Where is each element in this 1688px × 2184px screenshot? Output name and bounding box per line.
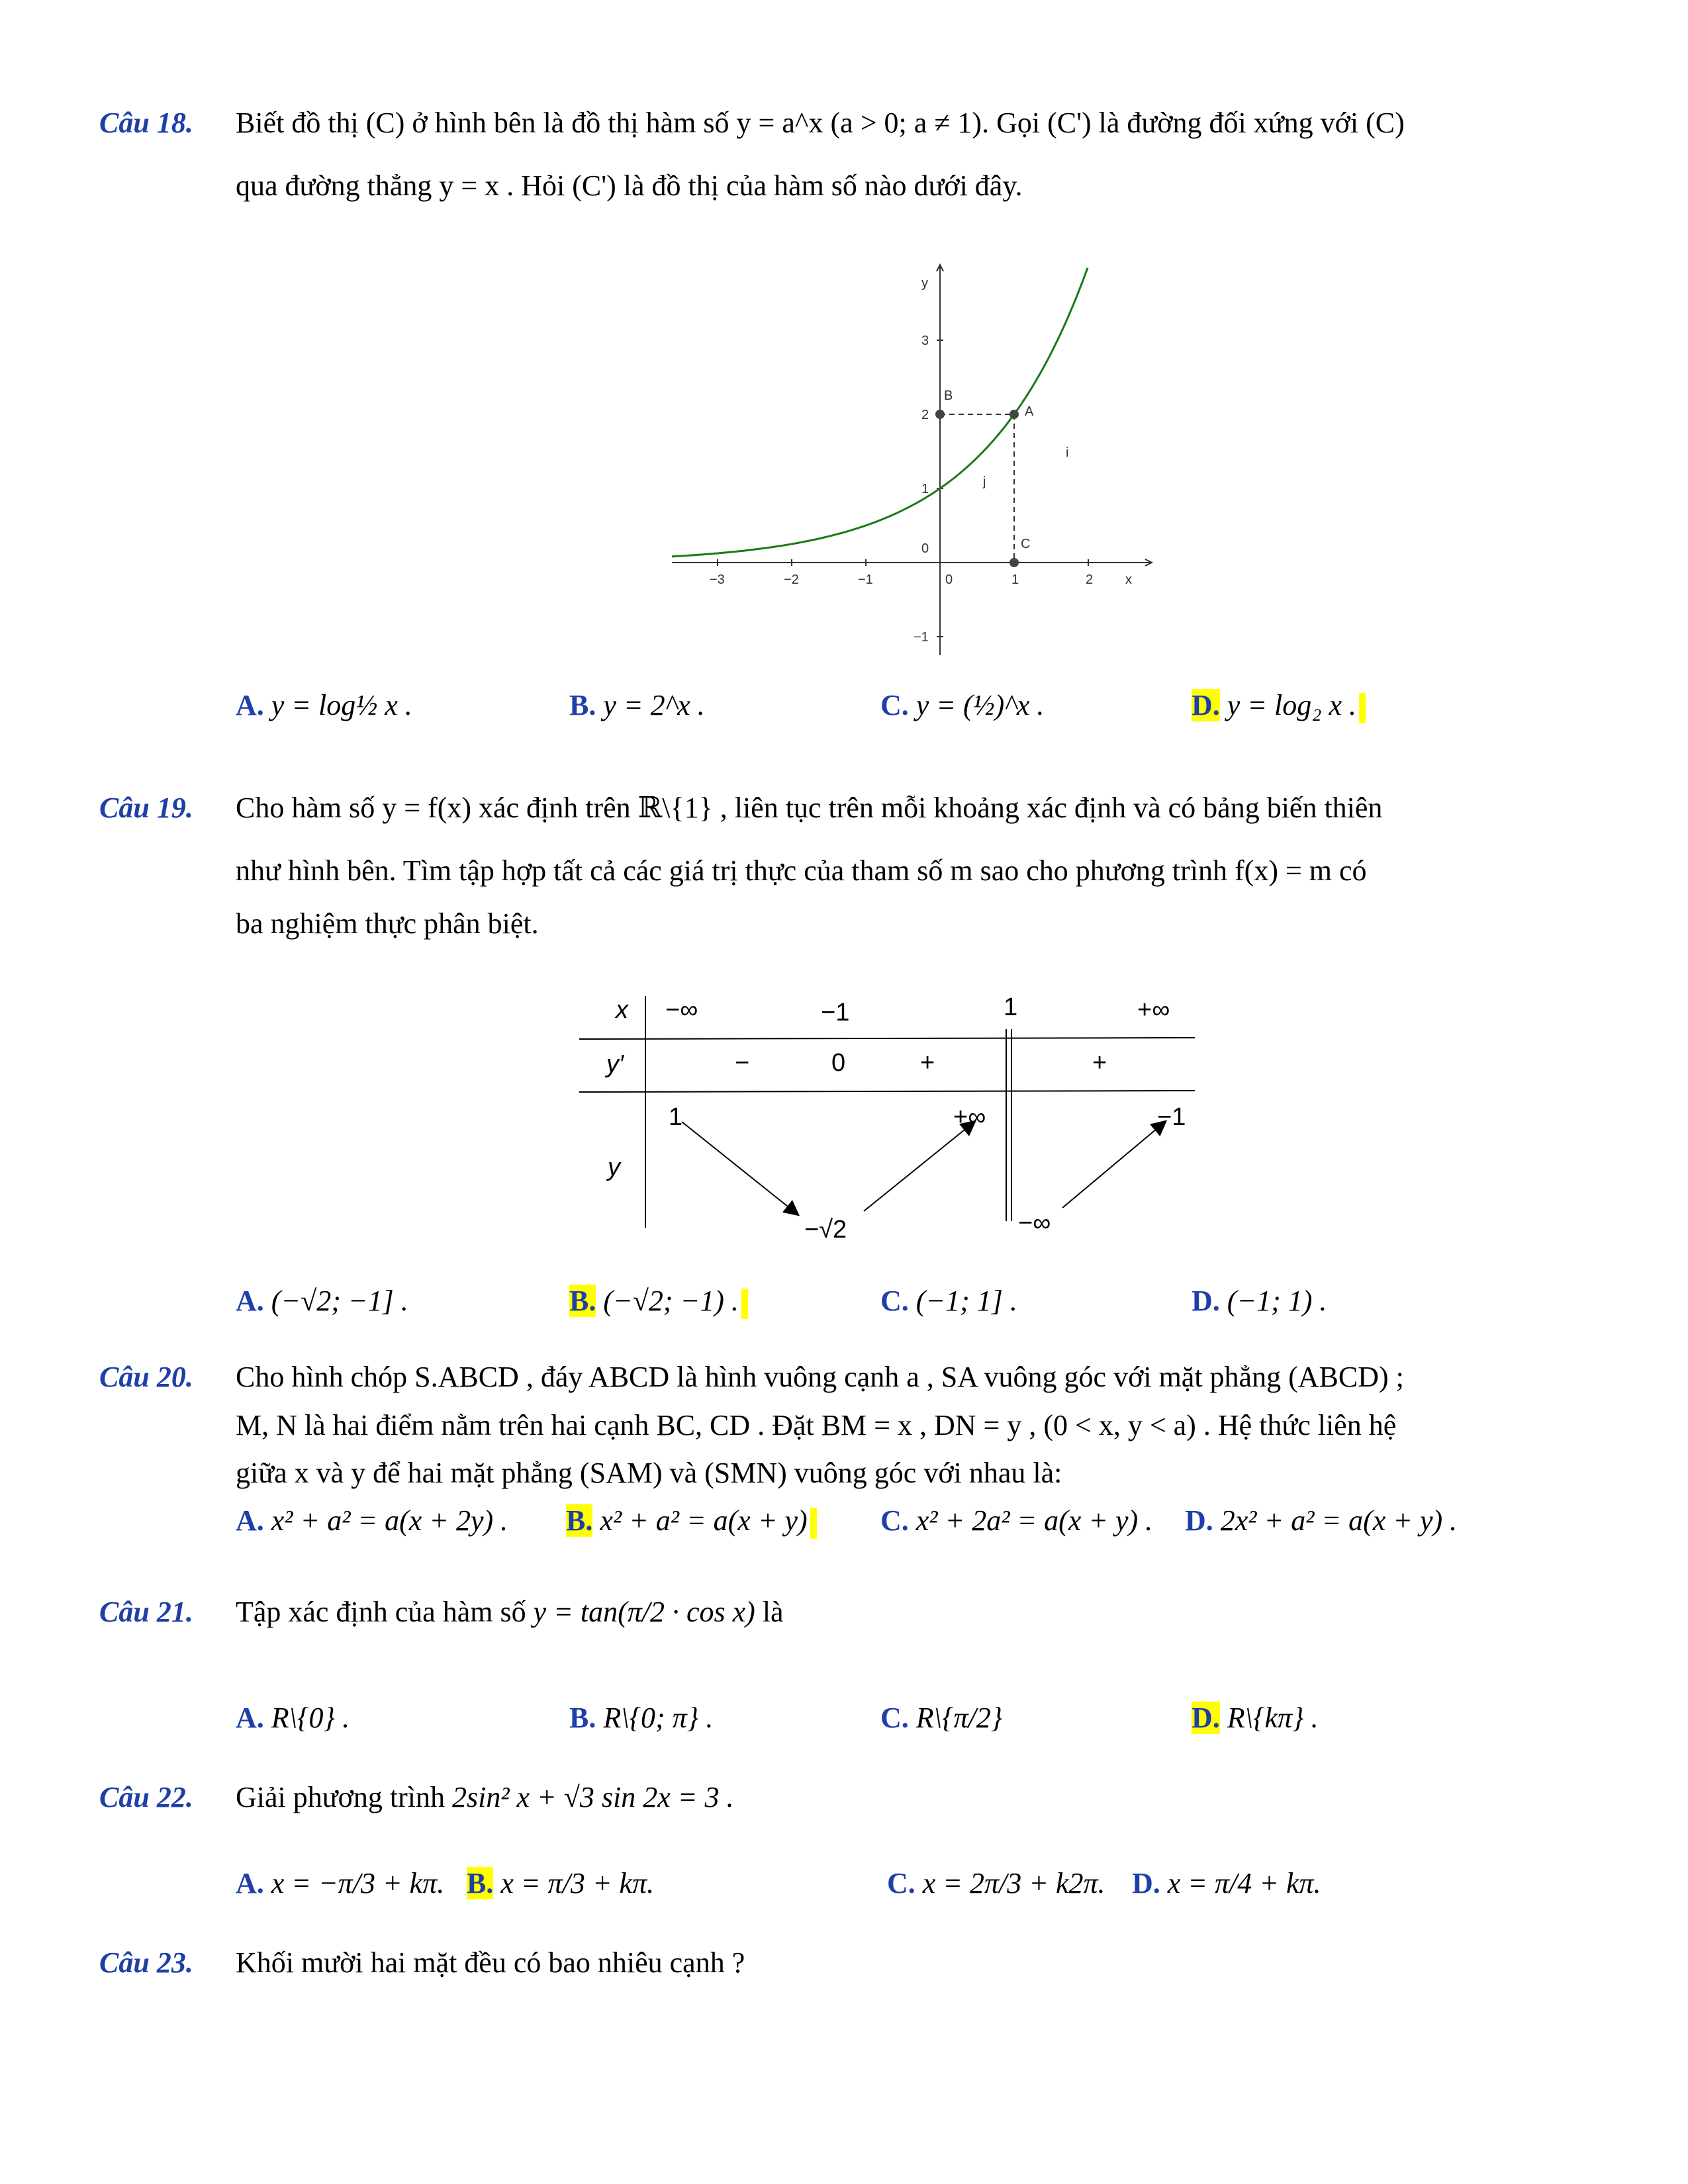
q23-label: Câu 23. [99,1946,193,1979]
option-letter: A. [236,1504,264,1537]
table-dy-zero: 0 [831,1049,846,1077]
q18-option-c[interactable] [880,688,1044,722]
option-letter: B. [467,1867,494,1899]
y-tick-label: −1 [914,630,929,645]
option-text: y = log₂ x . [1227,689,1357,721]
q19-label: Câu 19. [99,792,193,824]
y-axis-label: y [921,276,928,291]
q18-graph [662,258,1165,662]
option-letter: B. [566,1504,593,1537]
q21-option-a[interactable] [236,1701,350,1735]
option-letter: D. [1132,1867,1160,1899]
q21-formula: y = tan(π/2 · cos x) [533,1596,755,1628]
table-x-value: −1 [821,999,850,1026]
option-text: R\{π/2} [915,1702,1003,1734]
option-letter: C. [887,1867,915,1899]
point-b-label: B [944,388,953,403]
increase-arrow [864,1122,974,1211]
option-text: R\{kπ} . [1227,1702,1319,1734]
option-text: x² + a² = a(x + y) [600,1504,808,1537]
option-text: x = π/4 + kπ. [1167,1867,1321,1899]
q18-line2: qua đường thẳng y = x . Hỏi (C') là đồ thị của hàm số nào dưới đây. [236,169,1023,202]
option-letter: D. [1192,1285,1220,1317]
x-tick-label: −1 [858,572,873,587]
q18-option-a[interactable] [236,688,412,722]
table-y-value: −√2 [804,1216,847,1244]
y-tick-label: 3 [921,334,929,348]
y-tick-label: 1 [921,482,929,496]
option-letter: A. [236,1702,264,1734]
table-y-value: −∞ [1018,1209,1051,1237]
q19-option-a[interactable] [236,1284,408,1318]
option-letter: D. [1192,1702,1220,1734]
q21-option-b[interactable] [569,1701,713,1735]
table-dy-sign: − [735,1049,750,1077]
q18-line1: Biết đồ thị (C) ở hình bên là đồ thị hàm số y = a^x (a > 0; a ≠ 1). Gọi (C') là đường đối xứng với (C) [236,107,1405,139]
variation-table [576,986,1205,1251]
q20-line3: giữa x và y để hai mặt phẳng (SAM) và (SMN) vuông góc với nhau là: [236,1457,1062,1489]
q22-text: Giải phương trình [236,1781,445,1813]
q21-option-d[interactable] [1192,1701,1319,1735]
option-text: x = −π/3 + kπ. [271,1867,445,1899]
option-text: (−√2; −1) . [603,1285,739,1317]
q22-option-b[interactable] [467,1866,654,1900]
decrease-arrow [682,1122,798,1214]
x-tick-label: 2 [1086,572,1094,587]
table-x-value: 1 [1004,993,1018,1021]
point-c-label: C [1021,537,1031,551]
q22-option-c[interactable] [887,1866,1105,1900]
q18-option-d[interactable] [1192,688,1366,723]
option-letter: C. [880,1285,909,1317]
q20-line1: Cho hình chóp S.ABCD , đáy ABCD là hình vuông cạnh a , SA vuông góc với mặt phẳng (ABCD) ; [236,1361,1404,1393]
table-dy-sign: + [1092,1049,1107,1077]
y-tick-label: 0 [921,541,929,556]
q22-label: Câu 22. [99,1781,193,1813]
point-b [935,410,945,419]
x-tick-label: −2 [784,572,799,587]
option-letter: B. [569,689,596,721]
q22-option-d[interactable] [1132,1866,1321,1900]
increase-arrow [1062,1122,1165,1208]
answer-highlight [810,1508,817,1539]
option-text: R\{0; π} . [603,1702,714,1734]
point-c [1009,558,1019,567]
option-letter: C. [880,689,909,721]
y-tick-label: 2 [921,408,929,422]
q20-option-d[interactable] [1185,1504,1457,1537]
table-y-header: y [608,1154,620,1181]
option-text: x = π/3 + kπ. [500,1867,655,1899]
option-letter: D. [1185,1504,1213,1537]
table-dy-sign: + [920,1049,935,1077]
q20-option-a[interactable] [236,1504,508,1537]
option-letter: A. [236,1867,264,1899]
option-text: x = 2π/3 + k2π. [922,1867,1105,1899]
point-a-label: A [1025,404,1034,419]
table-y-value: 1 [669,1103,683,1131]
table-x-header: x [616,996,628,1024]
q19-option-d[interactable] [1192,1284,1327,1318]
table-x-value: +∞ [1137,996,1170,1024]
q19-line1: Cho hàm số y = f(x) xác định trên ℝ\{1} , liên tục trên mỗi khoảng xác định và có bảng biến thiên [236,792,1383,824]
q19-line2: như hình bên. Tìm tập hợp tất cả các giá trị thực của tham số m sao cho phương trình f(x) = m có [236,854,1367,887]
x-tick-label: 0 [945,572,953,587]
answer-highlight [1359,693,1366,723]
q21-label: Câu 21. [99,1596,193,1628]
option-text: 2x² + a² = a(x + y) . [1220,1504,1458,1537]
q22-option-a[interactable] [236,1866,444,1900]
q20-label: Câu 20. [99,1361,193,1393]
x-tick-label: −3 [710,572,725,587]
q18-label: Câu 18. [99,107,193,139]
q21-option-c[interactable] [880,1701,1002,1735]
x-axis-label: x [1125,572,1132,587]
q23-line1: Khối mười hai mặt đều có bao nhiêu cạnh ? [236,1946,745,1979]
table-y-value: −1 [1157,1103,1186,1131]
q18-option-b[interactable] [569,688,705,722]
option-text: x² + 2a² = a(x + y) . [915,1504,1153,1537]
answer-highlight [741,1289,748,1319]
q19-option-b[interactable] [569,1284,748,1319]
q21-line1 [236,1595,784,1629]
option-letter: B. [569,1702,596,1734]
option-letter: B. [569,1285,596,1317]
option-letter: D. [1192,689,1220,721]
annotation-j: j [983,475,986,489]
option-text: y = 2^x . [603,689,705,721]
option-text: R\{0} . [271,1702,350,1734]
option-letter: C. [880,1504,909,1537]
option-text: x² + a² = a(x + 2y) . [271,1504,508,1537]
table-x-value: −∞ [665,996,698,1024]
q19-option-c[interactable] [880,1284,1017,1318]
table-dy-header: y′ [606,1050,624,1078]
x-tick-label: 1 [1011,572,1019,587]
q21-text-end: là [762,1596,784,1628]
annotation-i: i [1066,445,1069,460]
option-text: (−√2; −1] . [271,1285,408,1317]
option-letter: A. [236,689,264,721]
option-letter: A. [236,1285,264,1317]
q21-text: Tập xác định của hàm số [236,1596,526,1628]
q19-line3: ba nghiệm thực phân biệt. [236,907,539,940]
q20-option-c[interactable] [880,1504,1152,1537]
option-text: y = (½)^x . [915,689,1045,721]
option-text: (−1; 1) . [1227,1285,1327,1317]
q20-line2: M, N là hai điểm nằm trên hai cạnh BC, CD . Đặt BM = x , DN = y , (0 < x, y < a) . Hệ thức liên hệ [236,1409,1397,1441]
option-letter: C. [880,1702,909,1734]
option-text: (−1; 1] . [915,1285,1017,1317]
q22-line1 [236,1780,733,1814]
option-text: y = log½ x . [271,689,412,721]
point-a [1009,410,1019,419]
q20-option-b[interactable] [566,1504,817,1539]
table-y-value: +∞ [953,1103,986,1131]
q22-equation: 2sin² x + √3 sin 2x = 3 . [451,1781,734,1813]
